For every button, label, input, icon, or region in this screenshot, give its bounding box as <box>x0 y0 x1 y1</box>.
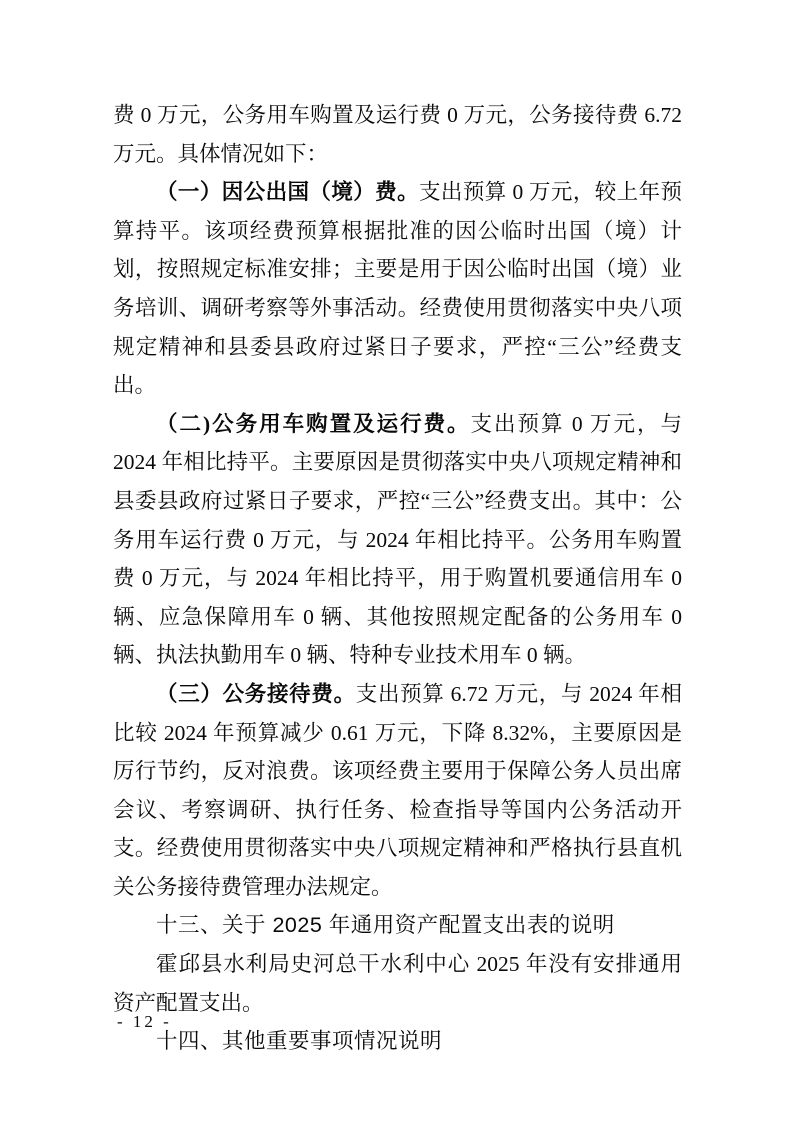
heading-section13: 十三、关于 2025 年通用资产配置支出表的说明 <box>156 913 615 938</box>
item1-title: （一）因公出国（境）费。 <box>156 180 419 205</box>
item3-text: 支出预算 6.72 万元，与 2024 年相比较 2024 年预算减少 0.61 万元，下降 8.32%，主要原因是厉行节约，反对浪费。该项经费主要用于保障公务人员出席会议、考察调研、执行任务、检查指导等国内公务活动开支。经费使用贯彻落实中央八项规定精神和严格执行县直机关公务接待费管理办法规定。 <box>113 681 682 899</box>
heading-section14: 十四、其他重要事项情况说明 <box>156 1029 443 1054</box>
paragraph-section13: 霍邱县水利局史河总干水利中心 2025 年没有安排通用资产配置支出。 <box>113 952 682 1015</box>
paragraph-item3 <box>113 675 682 907</box>
paragraph-item2 <box>113 405 682 675</box>
item2-text: 支出预算 0 万元，与 2024 年相比持平。主要原因是贯彻落实中央八项规定精神和县委县政府过紧日子要求，严控“三公”经费支出。其中：公务用车运行费 0 万元，与 2024 年相比持平。公务用车购置费 0 万元，与 2024 年相比持平，用于购置机要通信用车 0 辆、应急保障用车 0 辆、其他按照规定配备的公务用车 0 辆、执法执勤用车 0 辆、特种专业技术用车 0 辆。 <box>113 411 682 668</box>
paragraph-item1 <box>113 173 682 405</box>
page-number: - 12 - <box>117 1012 172 1031</box>
item3-title: （三）公务接待费。 <box>156 681 356 706</box>
paragraph-intro: 费 0 万元，公务用车购置及运行费 0 万元，公务接待费 6.72 万元。具体情况如下： <box>113 103 682 166</box>
item2-title: （二)公务用车购置及运行费。 <box>156 411 471 436</box>
item1-text: 支出预算 0 万元，较上年预算持平。该项经费预算根据批准的因公临时出国（境）计划，按照规定标准安排；主要是用于因公临时出国（境）业务培训、调研考察等外事活动。经费使用贯彻落实中央八项规定精神和县委县政府过紧日子要求，严控“三公”经费支出。 <box>113 180 682 398</box>
document-body <box>113 96 682 1061</box>
